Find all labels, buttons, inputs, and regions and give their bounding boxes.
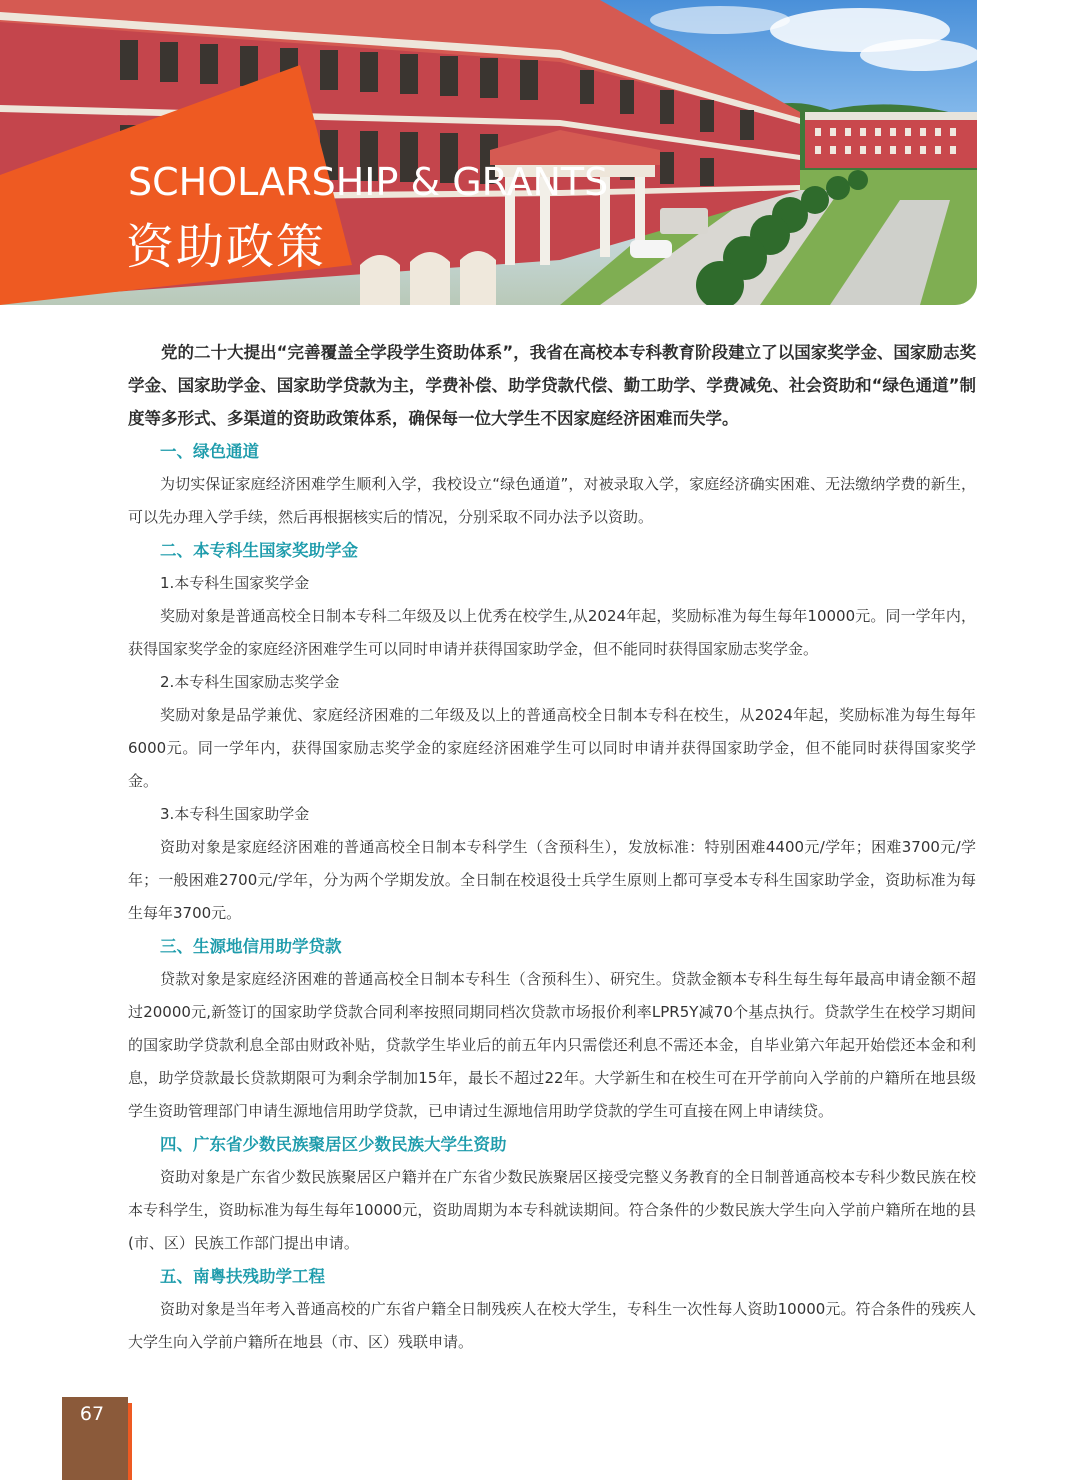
section-paragraph: 资助对象是家庭经济困难的普通高校全日制本专科学生（含预科生），发放标准：特别困难4400元/学年；困难3700元/学年；一般困难2700元/学年，分为两个学期发放。全日制在校退役士兵学生原则上都可享受本专科生国家助学金，资助标准为每生每年3700元。 [128, 838, 976, 922]
sub-heading-national-grant: 3.本专科生国家助学金 [160, 805, 310, 823]
intro-paragraph: 党的二十大提出“完善覆盖全学段学生资助体系”，我省在高校本专科教育阶段建立了以国家奖学金、国家励志奖学金、国家助学金、国家助学贷款为主，学费补偿、助学贷款代偿、勤工助学、学费减免、社会资助和“绿色通道”制度等多形式、多渠道的资助政策体系，确保每一位大学生不因家庭经济困难而失学。 [128, 343, 976, 428]
article-body [128, 336, 976, 1359]
section-paragraph: 贷款对象是家庭经济困难的普通高校全日制本专科生（含预科生）、研究生。贷款金额本专科生每生每年最高申请金额不超过20000元,新签订的国家助学贷款合同利率按照同期同档次贷款市场报价利率LPR5Y减70个基点执行。贷款学生在校学习期间的国家助学贷款利息全部由财政补贴，贷款学生毕业后的前五年内只需偿还利息不需还本金，自毕业第六年起开始偿还本金和利息，助学贷款最长贷款期限可为剩余学制加15年，最长不超过22年。大学新生和在校生可在开学前向入学前的户籍所在地县级学生资助管理部门申请生源地信用助学贷款，已申请过生源地信用助学贷款的学生可直接在网上申请续贷。 [128, 970, 976, 1120]
section-paragraph: 资助对象是广东省少数民族聚居区户籍并在广东省少数民族聚居区接受完整义务教育的全日制普通高校本专科少数民族在校本专科学生，资助标准为每生每年10000元，资助周期为本专科就读期间。符合条件的少数民族大学生向入学前户籍所在地的县(市、区）民族工作部门提出申请。 [128, 1168, 976, 1252]
header-banner [0, 0, 977, 305]
page-number-box [62, 1397, 128, 1480]
sub-heading-national-scholarship: 1.本专科生国家奖学金 [160, 574, 310, 592]
sub-heading-encouragement-scholarship: 2.本专科生国家励志奖学金 [160, 673, 340, 691]
section-paragraph: 资助对象是当年考入普通高校的广东省户籍全日制残疾人在校大学生，专科生一次性每人资助10000元。符合条件的残疾人大学生向入学前户籍所在地县（市、区）残联申请。 [128, 1300, 976, 1351]
section-heading-ethnic-minority-aid: 四、广东省少数民族聚居区少数民族大学生资助 [160, 1135, 507, 1154]
page-number: 67 [79, 1403, 105, 1425]
section-paragraph: 奖励对象是品学兼优、家庭经济困难的二年级及以上的普通高校全日制本专科在校生，从2024年起，奖励标准为每生每年6000元。同一学年内，获得国家励志奖学金的家庭经济困难学生可以同时申请并获得国家助学金，但不能同时获得国家奖学金。 [128, 706, 976, 790]
section-paragraph: 为切实保证家庭经济困难学生顺利入学，我校设立“绿色通道”，对被录取入学，家庭经济确实困难、无法缴纳学费的新生，可以先办理入学手续，然后再根据核实后的情况，分别采取不同办法予以资助。 [128, 475, 976, 526]
section-paragraph: 奖励对象是普通高校全日制本专科二年级及以上优秀在校学生,从2024年起，奖励标准为每生每年10000元。同一学年内，获得国家奖学金的家庭经济困难学生可以同时申请并获得国家助学金，但不能同时获得国家励志奖学金。 [128, 607, 976, 658]
banner-title-english: SCHOLARSHIP & GRANTS [128, 160, 609, 204]
section-heading-disability-aid: 五、南粤扶残助学工程 [160, 1267, 325, 1286]
banner-title-chinese: 资助政策 [126, 219, 327, 275]
section-heading-student-loan: 三、生源地信用助学贷款 [160, 937, 342, 956]
page-number-accent-bar [128, 1403, 132, 1480]
section-heading-national-scholarship: 二、本专科生国家奖助学金 [160, 541, 358, 560]
section-heading-green-channel: 一、绿色通道 [160, 442, 259, 461]
